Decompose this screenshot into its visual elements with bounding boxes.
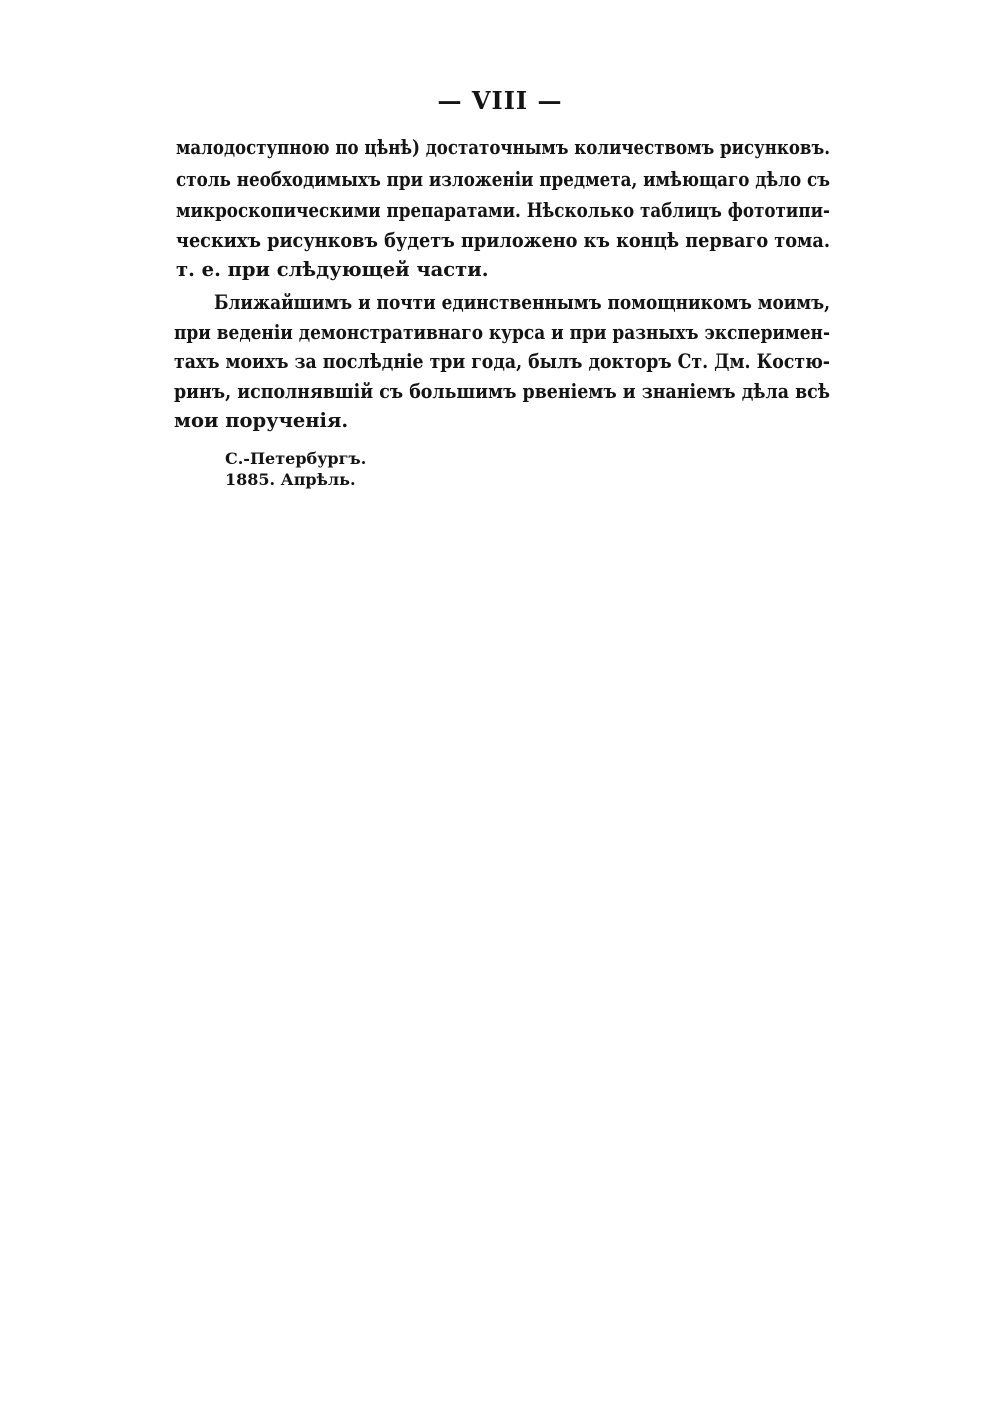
page-number: — VIII — bbox=[437, 86, 563, 115]
text-line: при веденіи демонстративнаго курса и при разныхъ экспеpимен- bbox=[174, 321, 830, 344]
text-line: микроскопическими препаратами. Нѣсколько таблицъ фототипи- bbox=[176, 199, 830, 222]
text-line: тахъ моихъ за послѣдніе три года, былъ докторъ Ст. Дм. Костю- bbox=[174, 350, 830, 373]
text-line: мои порученія. bbox=[174, 409, 349, 432]
signature-date: 1885. Апрѣль. bbox=[225, 470, 356, 489]
text-line: т. е. при слѣдующей части. bbox=[176, 258, 489, 281]
text-line: малодоступною по цѣнѣ) достаточнымъ количествомъ рисунковъ. bbox=[176, 136, 830, 159]
signature-place: С.-Петербургъ. bbox=[225, 449, 367, 468]
text-line: столь необходимыхъ при изложеніи предмета, имѣющаго дѣло съ bbox=[176, 168, 830, 191]
text-line: Ближайшимъ и почти единственнымъ помощникомъ моимъ, bbox=[214, 291, 830, 314]
text-line: ческихъ рисунковъ будетъ приложено къ концѣ перваго тома. bbox=[176, 229, 831, 252]
text-line: ринъ, исполнявшій съ большимъ рвеніемъ и знаніемъ дѣла всѣ bbox=[174, 380, 831, 403]
